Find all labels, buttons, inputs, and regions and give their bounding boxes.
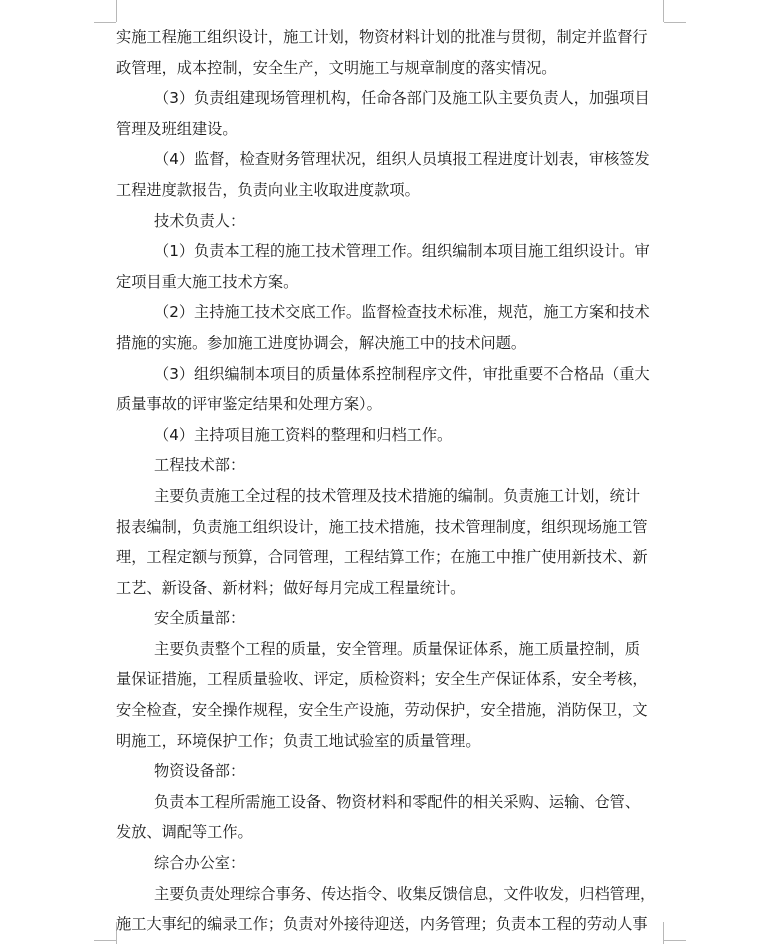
text-line: （2）主持施工技术交底工作。监督检查技术标准，规范，施工方案和技术 bbox=[154, 303, 650, 322]
text-line: （3）负责组建现场管理机构，任命各部门及施工队主要负责人，加强项目 bbox=[154, 89, 650, 108]
text-line: 定项目重大施工技术方案。 bbox=[116, 272, 299, 291]
crop-mark-top-right-h bbox=[664, 22, 686, 23]
text-line: 负责本工程所需施工设备、物资材料和零配件的相关采购、运输、仓管、 bbox=[154, 792, 640, 811]
text-line: 明施工，环境保护工作；负责工地试验室的质量管理。 bbox=[116, 731, 481, 750]
crop-mark-bottom-right-h bbox=[664, 940, 686, 941]
text-line: 理，工程定额与预算，合同管理，工程结算工作；在施工中推广使用新技术、新 bbox=[116, 548, 648, 567]
text-line: 量保证措施，工程质量验收、评定，质检资料；安全生产保证体系，安全考核， bbox=[116, 670, 648, 689]
text-line: 工艺、新设备、新材料；做好每月完成工程量统计。 bbox=[116, 578, 466, 597]
section-heading: 安全质量部： bbox=[154, 609, 246, 628]
text-line: 措施的实施。参加施工进度协调会，解决施工中的技术问题。 bbox=[116, 333, 527, 352]
section-heading: 综合办公室： bbox=[154, 854, 246, 873]
text-line: 工程进度款报告，负责向业主收取进度款项。 bbox=[116, 180, 420, 199]
text-line: 施工大事纪的编录工作；负责对外接待迎送，内务管理；负责本工程的劳动人事 bbox=[116, 915, 648, 934]
section-heading: 物资设备部： bbox=[154, 762, 246, 781]
crop-mark-top-left-v bbox=[116, 0, 117, 22]
text-line: 主要负责处理综合事务、传达指令、收集反馈信息，文件收发，归档管理， bbox=[154, 884, 656, 903]
text-line: 政管理，成本控制，安全生产，文明施工与规章制度的落实情况。 bbox=[116, 58, 557, 77]
document-body bbox=[116, 22, 664, 940]
text-line: 主要负责整个工程的质量，安全管理。质量保证体系，施工质量控制，质 bbox=[154, 639, 640, 658]
section-heading: 技术负责人： bbox=[154, 211, 246, 230]
text-line: （3）组织编制本项目的质量体系控制程序文件，审批重要不合格品（重大 bbox=[154, 364, 650, 383]
text-line: 发放、调配等工作。 bbox=[116, 823, 253, 842]
text-line: （4）监督，检查财务管理状况，组织人员填报工程进度计划表，审核签发 bbox=[154, 150, 650, 169]
text-line: （1）负责本工程的施工技术管理工作。组织编制本项目施工组织设计。审 bbox=[154, 242, 650, 261]
text-line: （4）主持项目施工资料的整理和归档工作。 bbox=[154, 425, 453, 444]
text-line: 报表编制，负责施工组织设计，施工技术措施，技术管理制度，组织现场施工管 bbox=[116, 517, 648, 536]
crop-mark-top-right-v bbox=[663, 0, 664, 22]
text-line: 实施工程施工组织设计，施工计划，物资材料计划的批准与贯彻，制定并监督行 bbox=[116, 28, 648, 46]
text-line: 主要负责施工全过程的技术管理及技术措施的编制。负责施工计划，统计 bbox=[154, 486, 640, 505]
text-line: 质量事故的评审鉴定结果和处理方案）。 bbox=[116, 395, 382, 414]
crop-mark-top-left-h bbox=[94, 22, 116, 23]
text-line: 管理及班组建设。 bbox=[116, 119, 238, 138]
section-heading: 工程技术部： bbox=[154, 456, 246, 475]
text-line: 安全检查，安全操作规程，安全生产设施，劳动保护，安全措施，消防保卫，文 bbox=[116, 701, 648, 720]
crop-mark-bottom-left-h bbox=[94, 940, 116, 941]
